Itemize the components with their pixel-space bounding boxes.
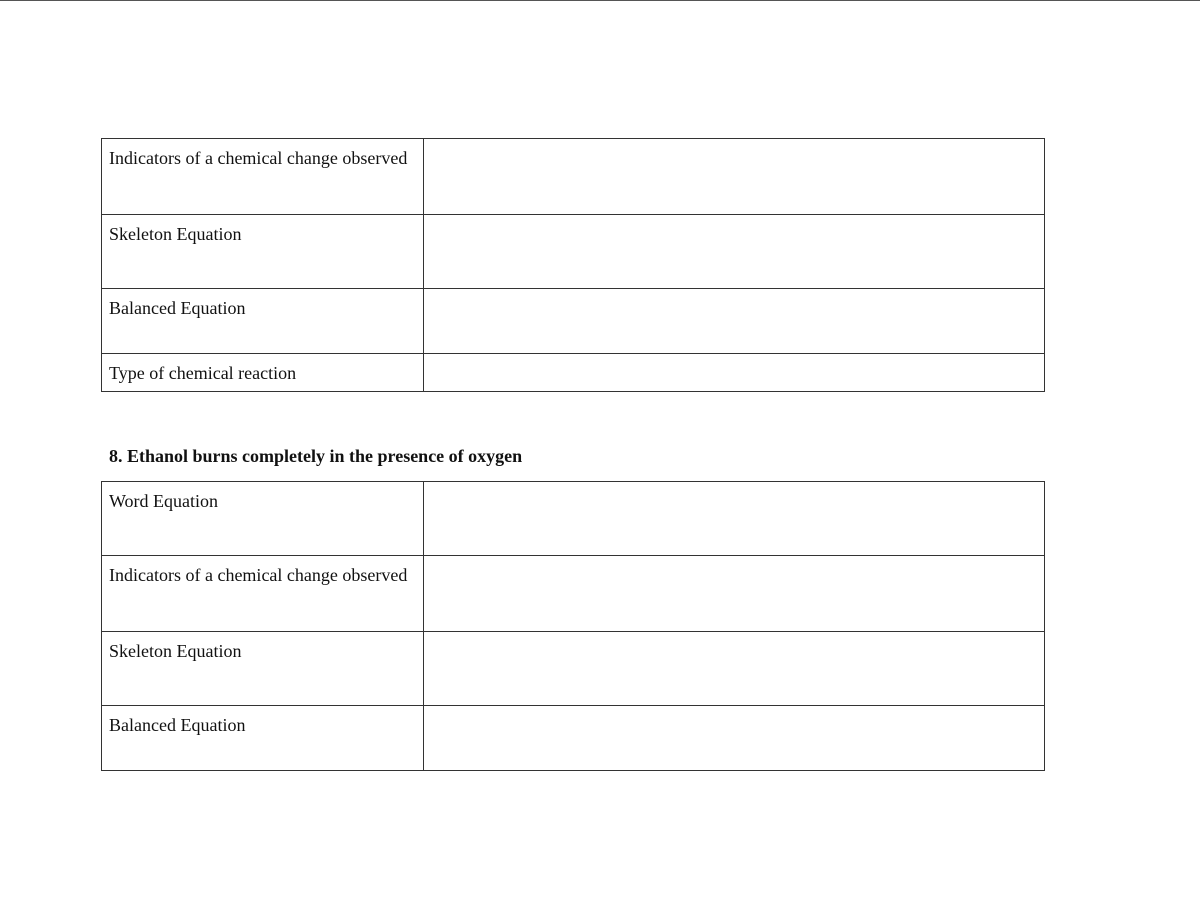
table-row — [102, 706, 1045, 771]
answer-cell[interactable] — [424, 354, 1045, 392]
table-row — [102, 482, 1045, 556]
table-row — [102, 632, 1045, 706]
row-label: Indicators of a chemical change observed — [102, 139, 424, 215]
table-row — [102, 354, 1045, 392]
row-label: Skeleton Equation — [102, 632, 424, 706]
table-row — [102, 556, 1045, 632]
answer-cell[interactable] — [424, 632, 1045, 706]
top-rule — [0, 0, 1200, 1]
table-row — [102, 139, 1045, 215]
row-label: Skeleton Equation — [102, 215, 424, 289]
table-row — [102, 215, 1045, 289]
answer-cell[interactable] — [424, 289, 1045, 354]
row-label: Word Equation — [102, 482, 424, 556]
answer-cell[interactable] — [424, 556, 1045, 632]
answer-cell[interactable] — [424, 215, 1045, 289]
row-label: Indicators of a chemical change observed — [102, 556, 424, 632]
row-label: Balanced Equation — [102, 289, 424, 354]
answer-cell[interactable] — [424, 706, 1045, 771]
worksheet-table-previous-section — [101, 138, 1045, 392]
row-label: Type of chemical reaction — [102, 354, 424, 392]
answer-cell[interactable] — [424, 139, 1045, 215]
answer-cell[interactable] — [424, 482, 1045, 556]
section-8-heading: 8. Ethanol burns completely in the presence of oxygen — [109, 446, 523, 466]
worksheet-table-section-8 — [101, 481, 1045, 771]
row-label: Balanced Equation — [102, 706, 424, 771]
table-row — [102, 289, 1045, 354]
